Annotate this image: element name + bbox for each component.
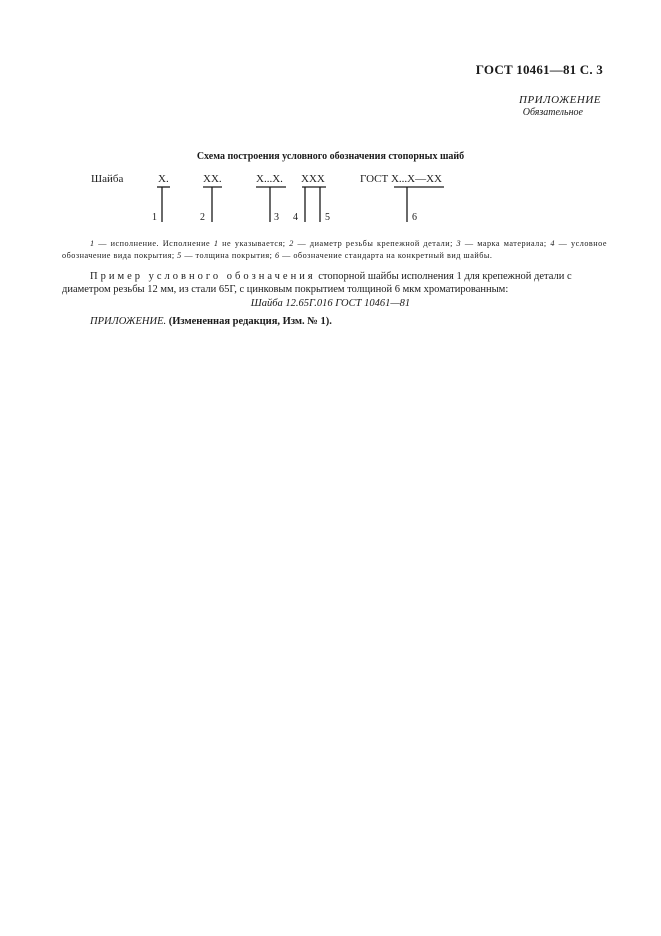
- scheme-number-2: 2: [200, 212, 205, 223]
- appendix-title: ПРИЛОЖЕНИЕ: [519, 94, 601, 106]
- legend-text: — исполнение. Исполнение: [94, 239, 214, 248]
- scheme-title: Схема построения условного обозначения стопорных шайб: [196, 151, 465, 162]
- amendment-note: [90, 316, 332, 327]
- example-text: стопорной шайбы исполнения 1 для крепежной детали с диаметром резьбы 12 мм, из стали 65Г, с цинковым покрытием толщиной 6 мкм хроматированным:: [62, 271, 572, 295]
- legend-num: 1: [90, 239, 95, 248]
- scheme-item-coating: XXX: [301, 173, 325, 185]
- scheme-item-variant: X.: [158, 173, 169, 185]
- example-paragraph: [62, 270, 607, 296]
- legend-text: не указывается;: [218, 239, 290, 248]
- scheme-item-standard: ГОСТ X...X—XX: [360, 173, 442, 185]
- example-lead: Пример условного обозначения: [90, 271, 316, 282]
- legend-text: — толщина покрытия;: [181, 251, 275, 260]
- page-header: ГОСТ 10461—81 С. 3: [475, 62, 603, 77]
- appendix-subtitle: Обязательное: [522, 107, 583, 118]
- scheme-item-material: X...X.: [256, 173, 283, 185]
- legend-text: — условное обозначение вида покрытия;: [62, 239, 607, 260]
- scheme-number-1: 1: [152, 212, 157, 223]
- legend-num: 3: [456, 239, 462, 248]
- note-text: (Измененная редакция, Изм. № 1).: [166, 316, 332, 327]
- scheme-legend: [62, 238, 607, 262]
- scheme-number-3: 3: [274, 212, 279, 223]
- scheme-item-diameter: XX.: [203, 173, 222, 185]
- scheme-number-4: 4: [293, 212, 298, 223]
- example-designation: Шайба 12.65Г.016 ГОСТ 10461—81: [250, 298, 411, 309]
- legend-num: 1: [213, 239, 219, 248]
- legend-text: — диаметр резьбы крепежной детали;: [293, 239, 457, 248]
- scheme-number-5: 5: [325, 212, 330, 223]
- legend-text: — марка материала;: [461, 239, 551, 248]
- legend-num: 5: [177, 251, 182, 260]
- note-label: ПРИЛОЖЕНИЕ.: [90, 316, 167, 327]
- legend-num: 4: [550, 239, 555, 248]
- legend-num: 2: [289, 239, 294, 248]
- scheme-number-6: 6: [412, 212, 417, 223]
- legend-num: 6: [274, 251, 280, 260]
- legend-text: — обозначение стандарта на конкретный вид шайбы.: [279, 251, 493, 260]
- scheme-item-washer: Шайба: [91, 173, 124, 185]
